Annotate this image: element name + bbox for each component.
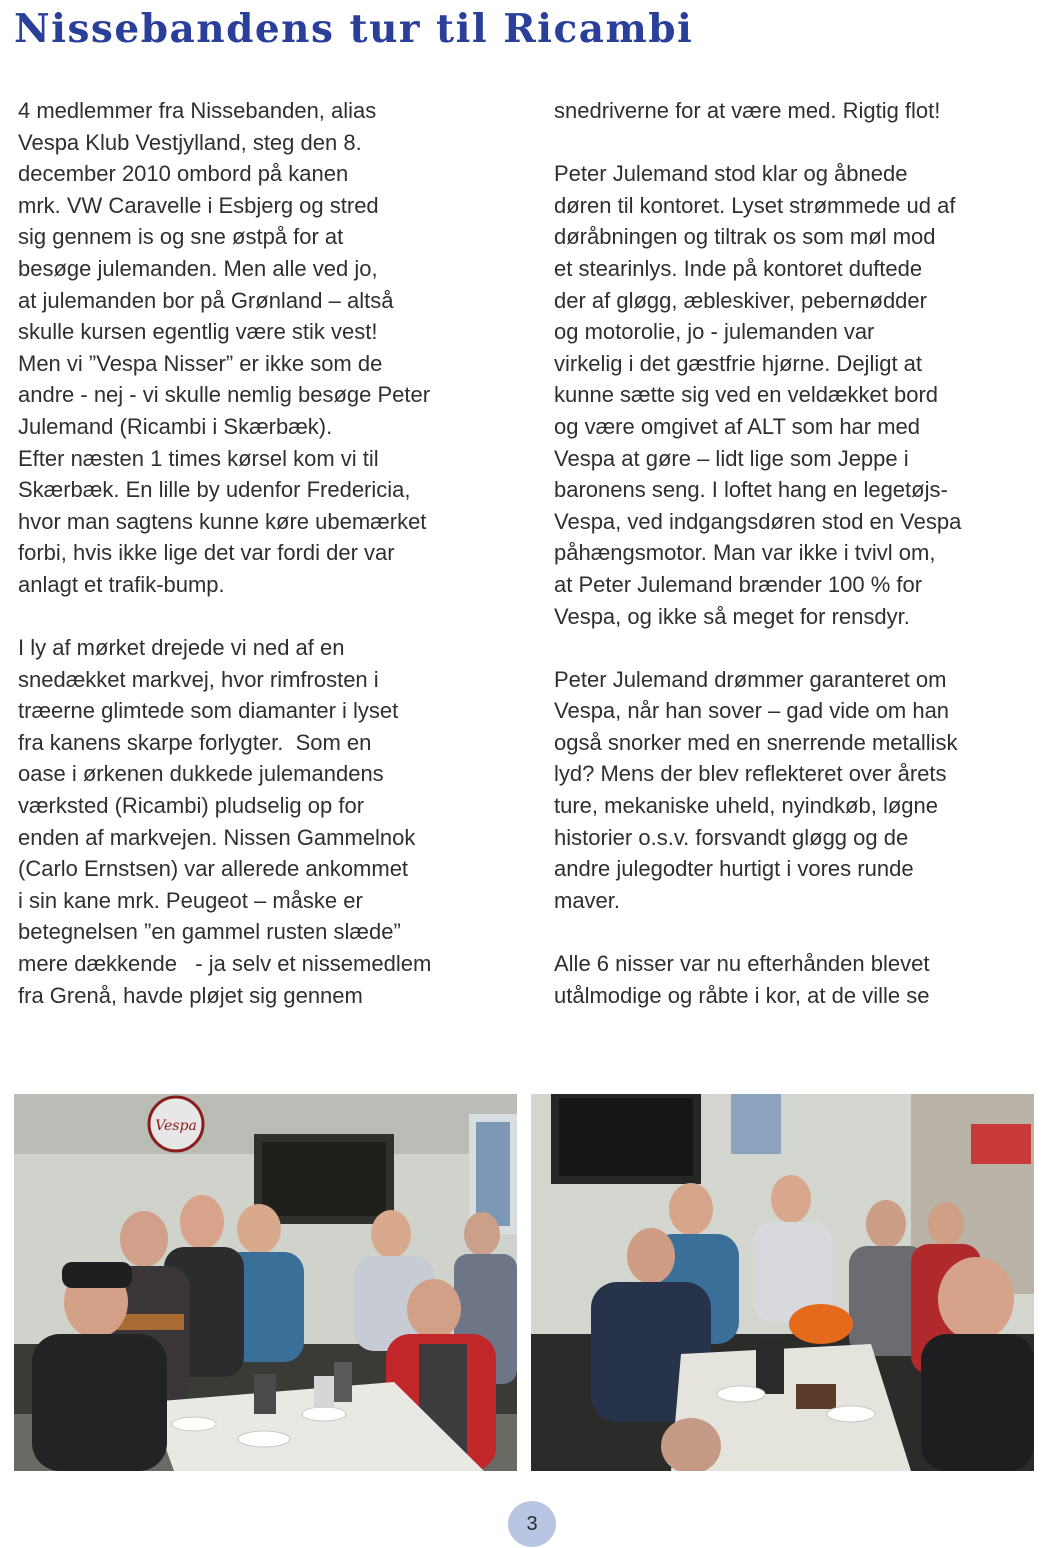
text-line: forbi, hvis ikke lige det var fordi der var: [18, 540, 395, 566]
page-number: 3: [508, 1501, 556, 1547]
paragraph-break: [18, 601, 523, 633]
vespa-sign-label: Vespa: [155, 1118, 197, 1134]
text-line: Vespa, ved indgangsdøren stod en Vespa: [554, 508, 962, 534]
text-line: ture, mekaniske uheld, nyindkøb, løgne: [554, 793, 938, 819]
text-line: lyd? Mens der blev reflekteret over årets: [554, 761, 947, 787]
text-line: historier o.s.v. forsvandt gløgg og de: [554, 824, 909, 850]
text-line: døråbningen og tiltrak os som møl mod: [554, 224, 936, 250]
text-line: skulle kursen egentlig være stik vest!: [18, 319, 378, 345]
text-line: fra Grenå, havde pløjet sig gennem: [18, 982, 363, 1008]
text-line: mere dækkende - ja selv et nissemedlem: [18, 951, 432, 977]
photo-group-at-table-left: [14, 1094, 517, 1471]
text-line: også snorker med en snerrende metallisk: [554, 729, 958, 755]
text-line: Men vi ”Vespa Nisser” er ikke som de: [18, 350, 383, 376]
text-line: oase i ørkenen dukkede julemandens: [18, 761, 384, 787]
text-line: (Carlo Ernstsen) var allerede ankommet: [18, 856, 409, 882]
text-line: Julemand (Ricambi i Skærbæk).: [18, 413, 333, 439]
text-line: 4 medlemmer fra Nissebanden, alias: [18, 98, 377, 123]
paragraph-break: [554, 127, 1054, 159]
text-line: Vespa, når han sover – gad vide om han: [554, 698, 950, 724]
paragraph-break: [554, 916, 1054, 948]
text-line: Efter næsten 1 times kørsel kom vi til: [18, 445, 379, 471]
text-line: døren til kontoret. Lyset strømmede ud af: [554, 192, 956, 218]
text-line: andre - nej - vi skulle nemlig besøge Peter: [18, 382, 431, 408]
text-line: virkelig i det gæstfrie hjørne. Dejligt at: [554, 350, 923, 376]
paragraph-break: [554, 632, 1054, 664]
text-line: Alle 6 nisser var nu efterhånden blevet: [554, 951, 930, 977]
text-line: andre julegodter hurtigt i vores runde: [554, 856, 914, 882]
article-column-right: [554, 95, 1054, 1011]
text-line: anlagt et trafik-bump.: [18, 571, 225, 597]
text-line: enden af markvejen. Nissen Gammelnok: [18, 824, 416, 850]
text-line: sig gennem is og sne østpå for at: [18, 224, 344, 250]
article-column-left: [18, 95, 523, 1011]
text-line: Vespa Klub Vestjylland, steg den 8.: [18, 129, 362, 155]
text-line: i sin kane mrk. Peugeot – måske er: [18, 887, 363, 913]
text-line: Vespa, og ikke så meget for rensdyr.: [554, 603, 910, 629]
text-line: snedriverne for at være med. Rigtig flot!: [554, 98, 941, 123]
article-title: Nissebandens tur til Ricambi: [14, 6, 694, 52]
text-line: Peter Julemand drømmer garanteret om: [554, 666, 947, 692]
text-line: fra kanens skarpe forlygter. Som en: [18, 729, 372, 755]
text-line: værksted (Ricambi) pludselig op for: [18, 793, 365, 819]
text-line: påhængsmotor. Man var ikke i tvivl om,: [554, 540, 936, 566]
text-line: der af gløgg, æbleskiver, pebernødder: [554, 287, 927, 313]
text-line: betegnelsen ”en gammel rusten slæde”: [18, 919, 401, 945]
text-line: december 2010 ombord på kanen: [18, 161, 349, 187]
text-line: maver.: [554, 887, 621, 913]
text-line: og motorolie, jo - julemanden var: [554, 319, 875, 345]
text-line: utålmodige og råbte i kor, at de ville se: [554, 982, 930, 1008]
text-line: hvor man sagtens kunne køre ubemærket: [18, 508, 427, 534]
text-line: og være omgivet af ALT som har med: [554, 413, 921, 439]
text-line: kunne sætte sig ved en veldækket bord: [554, 382, 939, 408]
text-line: et stearinlys. Inde på kontoret duftede: [554, 255, 923, 281]
text-line: Vespa at gøre – lidt lige som Jeppe i: [554, 445, 909, 471]
text-line: Peter Julemand stod klar og åbnede: [554, 161, 908, 187]
text-line: baronens seng. I loftet hang en legetøjs-: [554, 477, 948, 503]
text-line: besøge julemanden. Men alle ved jo,: [18, 255, 378, 281]
text-line: at Peter Julemand brænder 100 % for: [554, 571, 923, 597]
photo-group-at-table-right: [531, 1094, 1034, 1471]
text-line: I ly af mørket drejede vi ned af en: [18, 635, 345, 661]
text-line: at julemanden bor på Grønland – altså: [18, 287, 394, 313]
text-line: snedækket markvej, hvor rimfrosten i: [18, 666, 379, 692]
text-line: mrk. VW Caravelle i Esbjerg og stred: [18, 192, 379, 218]
text-line: træerne glimtede som diamanter i lyset: [18, 698, 399, 724]
text-line: Skærbæk. En lille by udenfor Fredericia,: [18, 477, 411, 503]
